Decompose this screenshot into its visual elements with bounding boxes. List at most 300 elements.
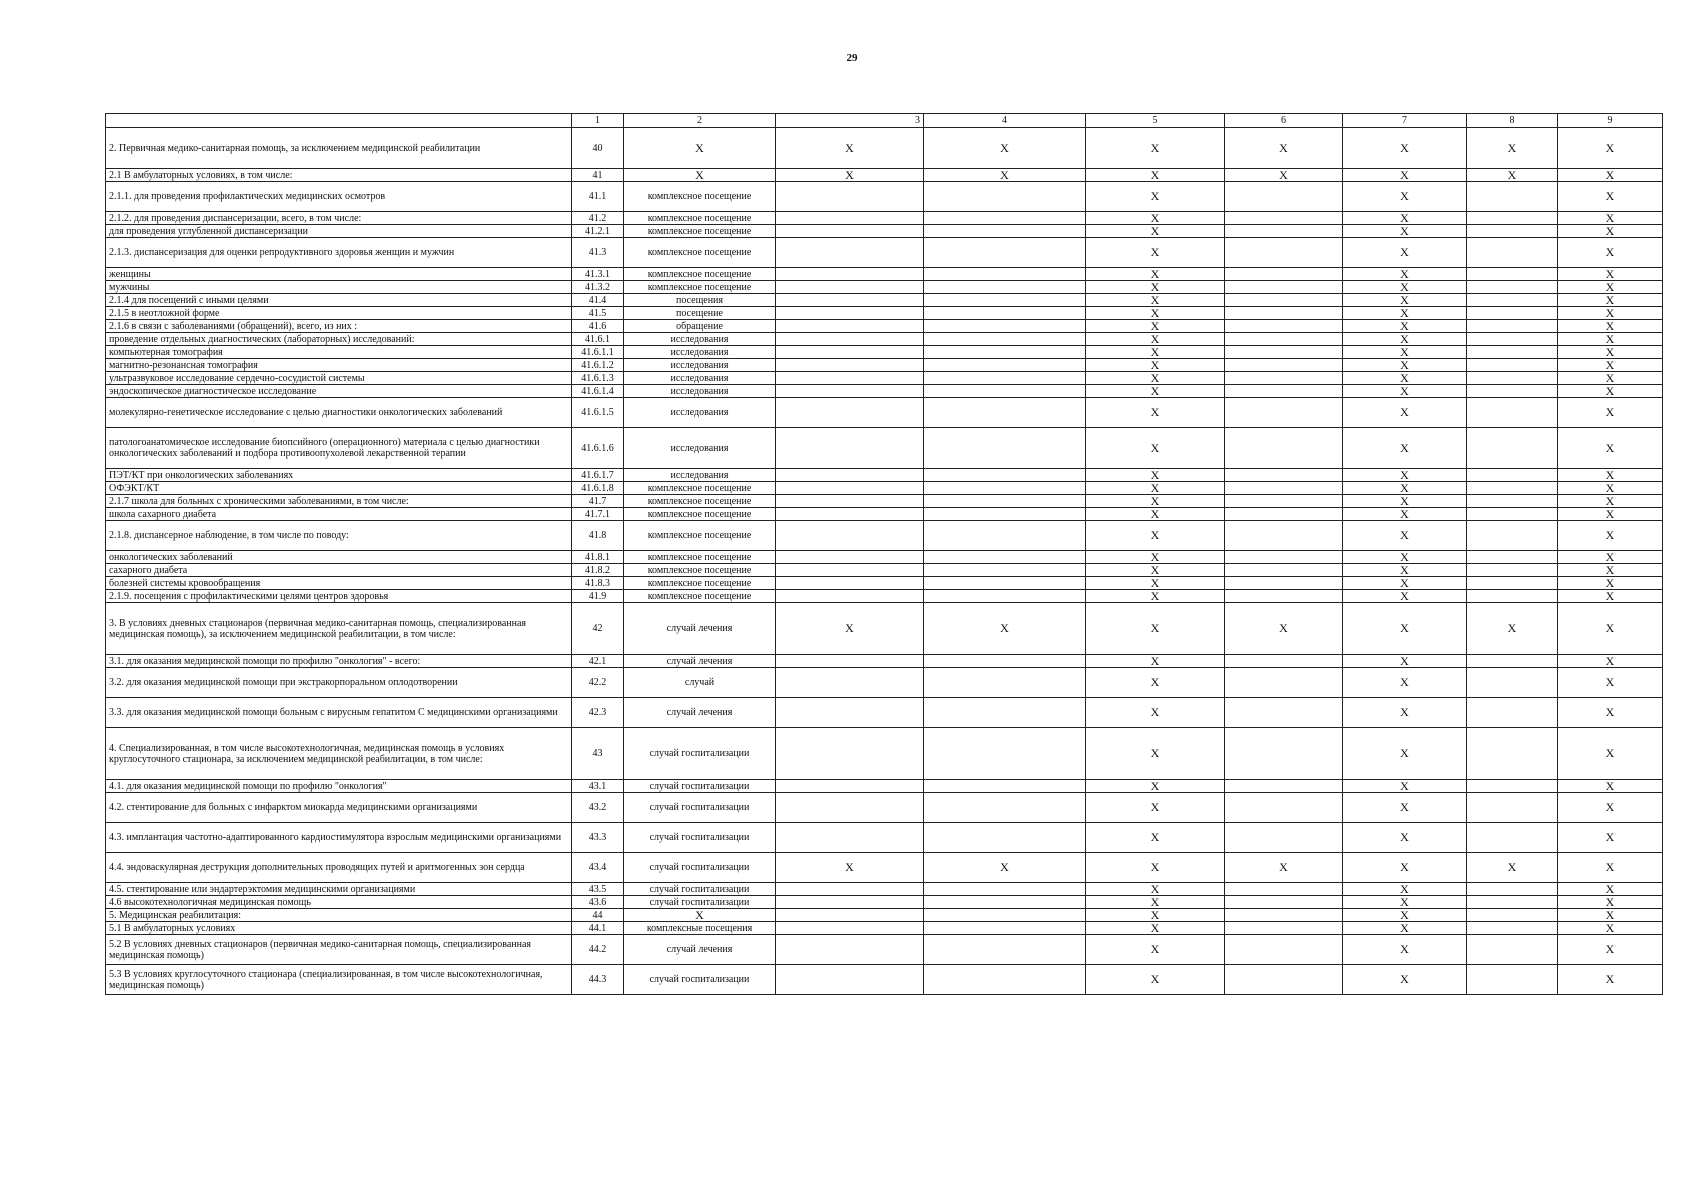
- row-code-cell: 42: [572, 603, 624, 655]
- col5-cell: X: [1086, 577, 1225, 590]
- table-row: [106, 182, 1663, 212]
- col6-cell: [1225, 564, 1343, 577]
- col3-cell: [776, 385, 924, 398]
- table-row: [106, 385, 1663, 398]
- col5-cell: X: [1086, 728, 1225, 780]
- col8-cell: [1467, 883, 1558, 896]
- col6-cell: [1225, 508, 1343, 521]
- col5-cell: X: [1086, 698, 1225, 728]
- row-unit-cell: комплексное посещение: [624, 281, 776, 294]
- col9-cell: X: [1558, 268, 1663, 281]
- col8-cell: [1467, 698, 1558, 728]
- col7-cell: X: [1343, 508, 1467, 521]
- col8-cell: [1467, 551, 1558, 564]
- col4-cell: [924, 590, 1086, 603]
- row-unit-cell: исследования: [624, 372, 776, 385]
- header-cell: 9: [1558, 114, 1663, 128]
- col4-cell: [924, 577, 1086, 590]
- row-code-cell: 41.1: [572, 182, 624, 212]
- col8-cell: [1467, 508, 1558, 521]
- col3-cell: [776, 212, 924, 225]
- table-row: [106, 603, 1663, 655]
- row-unit-cell: случай госпитализации: [624, 883, 776, 896]
- col8-cell: [1467, 385, 1558, 398]
- col8-cell: X: [1467, 603, 1558, 655]
- col4-cell: [924, 922, 1086, 935]
- row-name-cell: 2.1.3. диспансеризация для оценки репродуктивного здоровья женщин и мужчин: [106, 238, 572, 268]
- col8-cell: [1467, 780, 1558, 793]
- col8-cell: [1467, 823, 1558, 853]
- col9-cell: X: [1558, 128, 1663, 169]
- col5-cell: X: [1086, 482, 1225, 495]
- col9-cell: X: [1558, 398, 1663, 428]
- col8-cell: [1467, 294, 1558, 307]
- col5-cell: X: [1086, 238, 1225, 268]
- col4-cell: [924, 793, 1086, 823]
- table-row: [106, 508, 1663, 521]
- row-name-cell: школа сахарного диабета: [106, 508, 572, 521]
- col5-cell: X: [1086, 896, 1225, 909]
- header-cell: [106, 114, 572, 128]
- col3-cell: [776, 346, 924, 359]
- col7-cell: X: [1343, 320, 1467, 333]
- row-unit-cell: исследования: [624, 469, 776, 482]
- col7-cell: X: [1343, 428, 1467, 469]
- col9-cell: X: [1558, 372, 1663, 385]
- col6-cell: [1225, 521, 1343, 551]
- col4-cell: [924, 896, 1086, 909]
- table-row: [106, 212, 1663, 225]
- row-name-cell: проведение отдельных диагностических (лабораторных) исследований:: [106, 333, 572, 346]
- table-row: [106, 551, 1663, 564]
- col9-cell: X: [1558, 793, 1663, 823]
- col7-cell: X: [1343, 307, 1467, 320]
- col7-cell: X: [1343, 294, 1467, 307]
- row-name-cell: 2.1.6 в связи с заболеваниями (обращений), всего, из них :: [106, 320, 572, 333]
- row-unit-cell: случай госпитализации: [624, 728, 776, 780]
- row-unit-cell: обращение: [624, 320, 776, 333]
- col4-cell: [924, 359, 1086, 372]
- col4-cell: X: [924, 853, 1086, 883]
- col8-cell: [1467, 668, 1558, 698]
- row-unit-cell: исследования: [624, 333, 776, 346]
- row-name-cell: 2.1 В амбулаторных условиях, в том числе:: [106, 169, 572, 182]
- col3-cell: [776, 655, 924, 668]
- col4-cell: [924, 551, 1086, 564]
- row-name-cell: 4.5. стентирование или эндартерэктомия медицинскими организациями: [106, 883, 572, 896]
- col3-cell: [776, 698, 924, 728]
- row-name-cell: 4.1. для оказания медицинской помощи по профилю "онкология": [106, 780, 572, 793]
- col3-cell: [776, 398, 924, 428]
- table-row: [106, 853, 1663, 883]
- col7-cell: X: [1343, 909, 1467, 922]
- col9-cell: X: [1558, 482, 1663, 495]
- row-name-cell: 2.1.1. для проведения профилактических медицинских осмотров: [106, 182, 572, 212]
- col6-cell: [1225, 883, 1343, 896]
- col4-cell: [924, 346, 1086, 359]
- row-unit-cell: комплексное посещение: [624, 238, 776, 268]
- row-code-cell: 44: [572, 909, 624, 922]
- data-table: [105, 113, 1663, 995]
- table-row: [106, 359, 1663, 372]
- col7-cell: X: [1343, 182, 1467, 212]
- col6-cell: [1225, 333, 1343, 346]
- col6-cell: [1225, 698, 1343, 728]
- col5-cell: X: [1086, 780, 1225, 793]
- col8-cell: [1467, 577, 1558, 590]
- col7-cell: X: [1343, 128, 1467, 169]
- col8-cell: [1467, 268, 1558, 281]
- col5-cell: X: [1086, 225, 1225, 238]
- table-row: [106, 590, 1663, 603]
- page-number: 29: [846, 52, 858, 64]
- col4-cell: [924, 398, 1086, 428]
- row-name-cell: 3.1. для оказания медицинской помощи по профилю "онкология" - всего:: [106, 655, 572, 668]
- row-unit-cell: X: [624, 909, 776, 922]
- col7-cell: X: [1343, 212, 1467, 225]
- row-unit-cell: комплексное посещение: [624, 590, 776, 603]
- col7-cell: X: [1343, 698, 1467, 728]
- col9-cell: X: [1558, 935, 1663, 965]
- col6-cell: [1225, 935, 1343, 965]
- row-code-cell: 41.8.3: [572, 577, 624, 590]
- row-unit-cell: случай госпитализации: [624, 965, 776, 995]
- row-name-cell: ультразвуковое исследование сердечно-сосудистой системы: [106, 372, 572, 385]
- col4-cell: [924, 495, 1086, 508]
- col4-cell: [924, 521, 1086, 551]
- col7-cell: X: [1343, 398, 1467, 428]
- table-row: [106, 896, 1663, 909]
- col8-cell: [1467, 965, 1558, 995]
- row-name-cell: 2.1.8. диспансерное наблюдение, в том числе по поводу:: [106, 521, 572, 551]
- col5-cell: X: [1086, 281, 1225, 294]
- col5-cell: X: [1086, 655, 1225, 668]
- col4-cell: [924, 728, 1086, 780]
- col6-cell: [1225, 780, 1343, 793]
- col6-cell: [1225, 793, 1343, 823]
- col9-cell: X: [1558, 307, 1663, 320]
- col9-cell: X: [1558, 728, 1663, 780]
- row-code-cell: 41.4: [572, 294, 624, 307]
- table-row: [106, 281, 1663, 294]
- col9-cell: X: [1558, 551, 1663, 564]
- col9-cell: X: [1558, 212, 1663, 225]
- col6-cell: X: [1225, 128, 1343, 169]
- col7-cell: X: [1343, 728, 1467, 780]
- col3-cell: [776, 182, 924, 212]
- col6-cell: [1225, 385, 1343, 398]
- col4-cell: X: [924, 128, 1086, 169]
- col9-cell: X: [1558, 182, 1663, 212]
- row-name-cell: 2.1.9. посещения с профилактическими целями центров здоровья: [106, 590, 572, 603]
- col4-cell: [924, 281, 1086, 294]
- col7-cell: X: [1343, 590, 1467, 603]
- col6-cell: [1225, 482, 1343, 495]
- col4-cell: X: [924, 603, 1086, 655]
- col6-cell: [1225, 182, 1343, 212]
- col3-cell: [776, 590, 924, 603]
- col9-cell: X: [1558, 780, 1663, 793]
- col4-cell: [924, 564, 1086, 577]
- table-row: [106, 482, 1663, 495]
- row-code-cell: 41.2: [572, 212, 624, 225]
- col5-cell: X: [1086, 333, 1225, 346]
- col6-cell: [1225, 307, 1343, 320]
- row-name-cell: эндоскопическое диагностическое исследование: [106, 385, 572, 398]
- col3-cell: [776, 495, 924, 508]
- col8-cell: [1467, 428, 1558, 469]
- col8-cell: [1467, 495, 1558, 508]
- col8-cell: [1467, 521, 1558, 551]
- row-code-cell: 42.1: [572, 655, 624, 668]
- col6-cell: [1225, 728, 1343, 780]
- table-row: [106, 469, 1663, 482]
- table-row: [106, 793, 1663, 823]
- row-name-cell: 3.3. для оказания медицинской помощи больным с вирусным гепатитом С медицинскими организациями: [106, 698, 572, 728]
- col4-cell: [924, 320, 1086, 333]
- col6-cell: [1225, 655, 1343, 668]
- row-unit-cell: исследования: [624, 398, 776, 428]
- table-row: [106, 668, 1663, 698]
- col4-cell: [924, 883, 1086, 896]
- table-row: [106, 935, 1663, 965]
- col3-cell: [776, 268, 924, 281]
- col9-cell: X: [1558, 169, 1663, 182]
- col5-cell: X: [1086, 182, 1225, 212]
- row-code-cell: 41.6.1.8: [572, 482, 624, 495]
- table-row: [106, 577, 1663, 590]
- col3-cell: [776, 883, 924, 896]
- col4-cell: [924, 307, 1086, 320]
- row-code-cell: 41: [572, 169, 624, 182]
- col5-cell: X: [1086, 793, 1225, 823]
- row-unit-cell: исследования: [624, 346, 776, 359]
- col9-cell: X: [1558, 320, 1663, 333]
- col5-cell: X: [1086, 551, 1225, 564]
- col3-cell: [776, 521, 924, 551]
- col4-cell: [924, 428, 1086, 469]
- col4-cell: [924, 935, 1086, 965]
- table-row: [106, 307, 1663, 320]
- row-unit-cell: посещения: [624, 294, 776, 307]
- table-row: [106, 965, 1663, 995]
- row-name-cell: 2.1.5 в неотложной форме: [106, 307, 572, 320]
- col7-cell: X: [1343, 853, 1467, 883]
- row-unit-cell: случай госпитализации: [624, 793, 776, 823]
- col7-cell: X: [1343, 922, 1467, 935]
- col3-cell: [776, 935, 924, 965]
- row-name-cell: ПЭТ/КТ при онкологических заболеваниях: [106, 469, 572, 482]
- col4-cell: [924, 482, 1086, 495]
- row-code-cell: 43.5: [572, 883, 624, 896]
- col9-cell: X: [1558, 225, 1663, 238]
- col7-cell: X: [1343, 268, 1467, 281]
- row-unit-cell: комплексное посещение: [624, 495, 776, 508]
- col3-cell: [776, 922, 924, 935]
- col4-cell: [924, 823, 1086, 853]
- col6-cell: [1225, 346, 1343, 359]
- col4-cell: [924, 333, 1086, 346]
- col8-cell: [1467, 909, 1558, 922]
- col6-cell: [1225, 965, 1343, 995]
- col5-cell: X: [1086, 935, 1225, 965]
- table-row: [106, 320, 1663, 333]
- col5-cell: X: [1086, 307, 1225, 320]
- row-code-cell: 41.5: [572, 307, 624, 320]
- col3-cell: [776, 780, 924, 793]
- table-body: [106, 128, 1663, 995]
- col5-cell: X: [1086, 508, 1225, 521]
- col5-cell: X: [1086, 603, 1225, 655]
- row-unit-cell: комплексное посещение: [624, 551, 776, 564]
- col4-cell: [924, 909, 1086, 922]
- table-row: [106, 883, 1663, 896]
- row-unit-cell: случай госпитализации: [624, 853, 776, 883]
- col5-cell: X: [1086, 320, 1225, 333]
- col7-cell: X: [1343, 225, 1467, 238]
- col9-cell: X: [1558, 346, 1663, 359]
- row-unit-cell: комплексное посещение: [624, 521, 776, 551]
- col6-cell: [1225, 268, 1343, 281]
- col3-cell: [776, 225, 924, 238]
- col8-cell: [1467, 307, 1558, 320]
- col8-cell: [1467, 728, 1558, 780]
- col5-cell: X: [1086, 469, 1225, 482]
- col6-cell: [1225, 238, 1343, 268]
- col7-cell: X: [1343, 469, 1467, 482]
- col8-cell: [1467, 935, 1558, 965]
- col5-cell: X: [1086, 398, 1225, 428]
- col5-cell: X: [1086, 169, 1225, 182]
- col5-cell: X: [1086, 495, 1225, 508]
- col8-cell: [1467, 469, 1558, 482]
- row-code-cell: 41.3.1: [572, 268, 624, 281]
- col3-cell: [776, 294, 924, 307]
- col3-cell: [776, 965, 924, 995]
- row-code-cell: 41.8.1: [572, 551, 624, 564]
- col9-cell: X: [1558, 823, 1663, 853]
- col5-cell: X: [1086, 883, 1225, 896]
- col3-cell: [776, 359, 924, 372]
- row-code-cell: 43.2: [572, 793, 624, 823]
- row-unit-cell: комплексное посещение: [624, 182, 776, 212]
- table-row: [106, 238, 1663, 268]
- row-unit-cell: случай госпитализации: [624, 896, 776, 909]
- table-row: [106, 398, 1663, 428]
- col9-cell: X: [1558, 883, 1663, 896]
- table-row: [106, 655, 1663, 668]
- col4-cell: [924, 212, 1086, 225]
- col8-cell: X: [1467, 128, 1558, 169]
- col8-cell: [1467, 564, 1558, 577]
- col9-cell: X: [1558, 655, 1663, 668]
- row-name-cell: 4.6 высокотехнологичная медицинская помощь: [106, 896, 572, 909]
- row-code-cell: 43: [572, 728, 624, 780]
- row-code-cell: 41.8.2: [572, 564, 624, 577]
- col7-cell: X: [1343, 603, 1467, 655]
- col7-cell: X: [1343, 238, 1467, 268]
- table-row: [106, 128, 1663, 169]
- col8-cell: X: [1467, 169, 1558, 182]
- row-code-cell: 41.3.2: [572, 281, 624, 294]
- col7-cell: X: [1343, 668, 1467, 698]
- col8-cell: [1467, 922, 1558, 935]
- col3-cell: X: [776, 603, 924, 655]
- col8-cell: [1467, 590, 1558, 603]
- col6-cell: [1225, 590, 1343, 603]
- col6-cell: [1225, 281, 1343, 294]
- row-name-cell: 4.2. стентирование для больных с инфарктом миокарда медицинскими организациями: [106, 793, 572, 823]
- col7-cell: X: [1343, 359, 1467, 372]
- col5-cell: X: [1086, 359, 1225, 372]
- col7-cell: X: [1343, 965, 1467, 995]
- row-name-cell: женщины: [106, 268, 572, 281]
- row-name-cell: 5.2 В условиях дневных стационаров (первичная медико-санитарная помощь, специализированная медицинская помощь): [106, 935, 572, 965]
- col8-cell: [1467, 482, 1558, 495]
- col9-cell: X: [1558, 508, 1663, 521]
- col9-cell: X: [1558, 469, 1663, 482]
- row-code-cell: 41.7.1: [572, 508, 624, 521]
- row-name-cell: мужчины: [106, 281, 572, 294]
- row-code-cell: 41.3: [572, 238, 624, 268]
- col9-cell: X: [1558, 238, 1663, 268]
- row-code-cell: 43.4: [572, 853, 624, 883]
- col7-cell: X: [1343, 793, 1467, 823]
- row-code-cell: 42.2: [572, 668, 624, 698]
- col7-cell: X: [1343, 333, 1467, 346]
- row-unit-cell: комплексные посещения: [624, 922, 776, 935]
- col9-cell: X: [1558, 428, 1663, 469]
- col3-cell: [776, 508, 924, 521]
- row-code-cell: 44.1: [572, 922, 624, 935]
- col7-cell: X: [1343, 564, 1467, 577]
- col5-cell: X: [1086, 909, 1225, 922]
- col6-cell: [1225, 823, 1343, 853]
- row-name-cell: 2.1.2. для проведения диспансеризации, всего, в том числе:: [106, 212, 572, 225]
- col7-cell: X: [1343, 577, 1467, 590]
- row-unit-cell: комплексное посещение: [624, 225, 776, 238]
- col4-cell: X: [924, 169, 1086, 182]
- row-unit-cell: X: [624, 128, 776, 169]
- col7-cell: X: [1343, 655, 1467, 668]
- row-code-cell: 41.2.1: [572, 225, 624, 238]
- row-name-cell: 2.1.4 для посещений с иными целями: [106, 294, 572, 307]
- col9-cell: X: [1558, 521, 1663, 551]
- col3-cell: X: [776, 128, 924, 169]
- row-name-cell: 4.3. имплантация частотно-адаптированного кардиостимулятора взрослым медицинскими организациями: [106, 823, 572, 853]
- table-row: [106, 521, 1663, 551]
- col5-cell: X: [1086, 212, 1225, 225]
- col5-cell: X: [1086, 372, 1225, 385]
- row-code-cell: 42.3: [572, 698, 624, 728]
- table-row: [106, 564, 1663, 577]
- row-name-cell: болезней системы кровообращения: [106, 577, 572, 590]
- row-name-cell: 4. Специализированная, в том числе высокотехнологичная, медицинская помощь в условиях круглосуточного стационара, за исключением медицинской реабилитации, в том числе:: [106, 728, 572, 780]
- col5-cell: X: [1086, 428, 1225, 469]
- col9-cell: X: [1558, 495, 1663, 508]
- col8-cell: [1467, 212, 1558, 225]
- col7-cell: X: [1343, 346, 1467, 359]
- col6-cell: [1225, 398, 1343, 428]
- row-unit-cell: исследования: [624, 428, 776, 469]
- row-unit-cell: случай лечения: [624, 655, 776, 668]
- col3-cell: [776, 728, 924, 780]
- col7-cell: X: [1343, 935, 1467, 965]
- header-cell: 7: [1343, 114, 1467, 128]
- header-cell: 1: [572, 114, 624, 128]
- col3-cell: [776, 469, 924, 482]
- table-row: [106, 823, 1663, 853]
